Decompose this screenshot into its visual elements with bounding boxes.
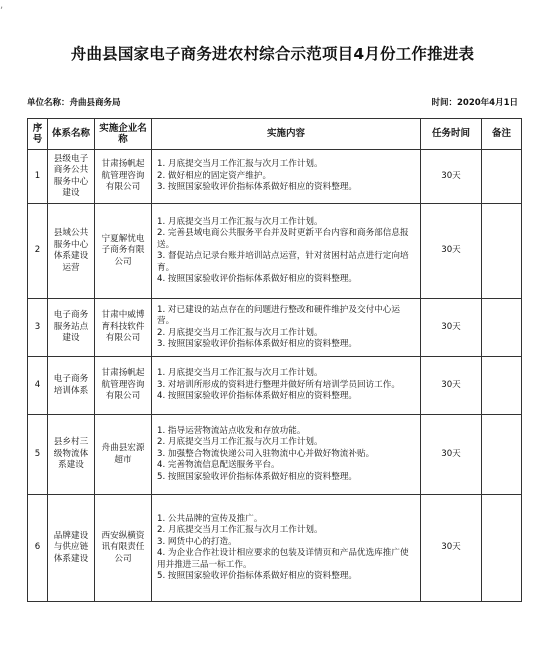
remarks <box>482 299 522 357</box>
content-line: 3. 网货中心的打造。 <box>157 536 237 547</box>
system-name: 县级电子商务公共服务中心建设 <box>48 150 95 204</box>
task-time: 30天 <box>421 415 482 495</box>
content-line: 2. 月底提交当月工作汇报与次月工作计划。 <box>157 525 323 535</box>
content-line: 3. 按照国家验收评价指标体系做好相应的资料整理。 <box>157 182 357 193</box>
remarks <box>482 495 522 602</box>
content-line: 1. 对已建设的站点存在的问题进行整改和硬件维护及交付中心运营。 <box>157 304 400 326</box>
company-name: 甘肃扬帆起航管理咨询有限公司 <box>95 150 152 204</box>
table-row <box>28 495 522 602</box>
remarks <box>482 415 522 495</box>
content-line: 2. 做好相应的固定资产维护。 <box>157 170 272 181</box>
progress-table <box>27 118 522 602</box>
system-name: 电子商务培训体系 <box>48 357 95 415</box>
task-time: 30天 <box>421 495 482 602</box>
content-line: 4. 为企业合作社设计相应要求的包装及详情页和产品优选库推广使用并推进三品一标工作。 <box>157 548 409 570</box>
content-line: 4. 按照国家验收评价指标体系做好相应的资料整理。 <box>157 274 357 284</box>
task-time: 30天 <box>421 357 482 415</box>
content-line: 1. 月底提交当月工作汇报与次月工作计划。 <box>157 159 323 170</box>
content-line: 3. 加强整合物流快递公司入驻物流中心并做好物流补贴。 <box>157 448 375 459</box>
content-line: 3. 督促站点记录台账并培训站点运营，针对贫困村站点进行定向培育。 <box>157 251 409 273</box>
table-row <box>28 415 522 495</box>
table-row <box>28 299 522 357</box>
content-line: 4. 按照国家验收评价指标体系做好相应的资料整理。 <box>157 391 357 402</box>
content-line: 2. 月底提交当月工作汇报与次月工作计划。 <box>157 437 323 448</box>
remarks <box>482 150 522 204</box>
implementation-content <box>152 299 421 357</box>
content-line: 3. 对培训所形成的资料进行整理并做好所有培训学员回访工作。 <box>157 379 400 390</box>
document-title: 舟曲县国家电子商务进农村综合示范项目4月份工作推进表 <box>70 45 475 63</box>
implementation-content <box>152 357 421 415</box>
table-row <box>28 204 522 299</box>
system-name: 县域公共服务中心体系建设运营 <box>48 204 95 299</box>
row-number: 6 <box>28 495 48 602</box>
date-label: 时间：2020年4月1日 <box>431 98 518 108</box>
row-number: 2 <box>28 204 48 299</box>
header-time: 任务时间 <box>421 119 482 150</box>
implementation-content <box>152 495 421 602</box>
row-number: 1 <box>28 150 48 204</box>
content-line: 1. 月底提交当月工作汇报与次月工作计划。 <box>157 368 323 379</box>
company-name: 西安纵横资讯有限责任公司 <box>95 495 152 602</box>
remarks <box>482 357 522 415</box>
row-number: 4 <box>28 357 48 415</box>
row-number: 5 <box>28 415 48 495</box>
header-system: 体系名称 <box>48 119 95 150</box>
content-line: 4. 完善物流信息配送服务平台。 <box>157 460 280 471</box>
table-row <box>28 150 522 204</box>
content-line: 2. 月底提交当月工作汇报与次月工作计划。 <box>157 327 323 338</box>
implementation-content <box>152 204 421 299</box>
remarks <box>482 204 522 299</box>
system-name: 电子商务服务站点建设 <box>48 299 95 357</box>
table-row <box>28 357 522 415</box>
task-time: 30天 <box>421 299 482 357</box>
header-content: 实施内容 <box>152 119 421 150</box>
system-name: 品牌建设与供应链体系建设 <box>48 495 95 602</box>
content-line: 5. 按照国家验收评价指标体系做好相应的资料整理。 <box>157 471 357 482</box>
implementation-content <box>152 415 421 495</box>
content-line: 3. 按照国家验收评价指标体系做好相应的资料整理。 <box>157 339 357 349</box>
company-name: 舟曲县宏源超市 <box>95 415 152 495</box>
task-time: 30天 <box>421 204 482 299</box>
header-no: 序号 <box>28 119 48 150</box>
content-line: 1. 月底提交当月工作汇报与次月工作计划。 <box>157 216 323 227</box>
content-line: 5. 按照国家验收评价指标体系做好相应的资料整理。 <box>157 571 357 581</box>
company-name: 甘肃扬帆起航管理咨询有限公司 <box>95 357 152 415</box>
header-note: 备注 <box>482 119 522 150</box>
company-name: 甘肃中威博育科技软件有限公司 <box>95 299 152 357</box>
company-name: 宁夏解忧电子商务有限公司 <box>95 204 152 299</box>
task-time: 30天 <box>421 150 482 204</box>
unit-name: 单位名称：舟曲县商务局 <box>27 98 121 108</box>
table-header-row <box>28 119 522 150</box>
header-company: 实施企业名称 <box>95 119 152 150</box>
content-line: 2. 完善县域电商公共服务平台并及时更新平台内容和商务部信息报送。 <box>157 228 409 250</box>
page-mark: , <box>0 0 4 11</box>
content-line: 1. 指导运营物流站点收发和存放功能。 <box>157 425 306 436</box>
content-line: 1. 公共品牌的宣传及推广。 <box>157 513 263 524</box>
implementation-content <box>152 150 421 204</box>
row-number: 3 <box>28 299 48 357</box>
system-name: 县乡村三级物流体系建设 <box>48 415 95 495</box>
